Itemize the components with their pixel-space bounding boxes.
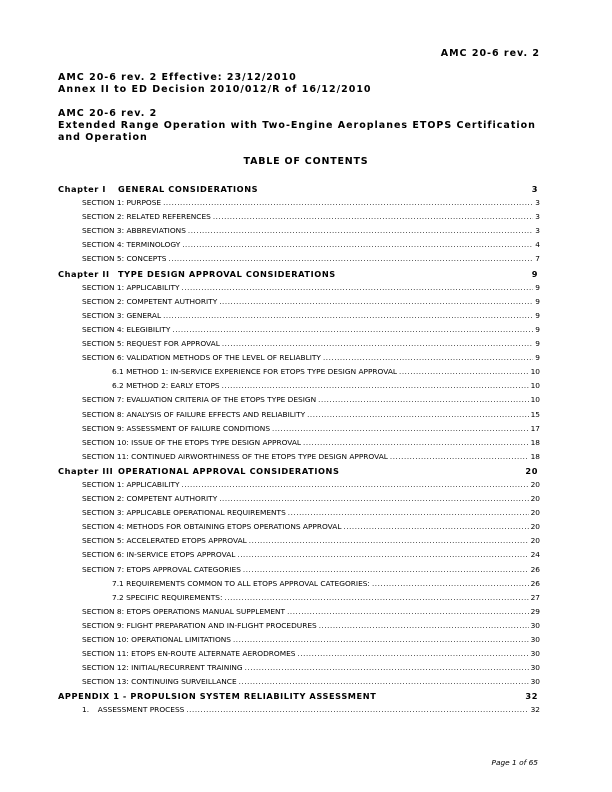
entry-label: SECTION 3: APPLICABLE OPERATIONAL REQUIREMENTS	[82, 508, 286, 518]
entry-page: 15	[530, 409, 540, 419]
leader-dots	[163, 311, 533, 320]
leader-dots	[323, 353, 533, 362]
toc-entry[interactable]	[58, 705, 540, 719]
annex-line: Annex II to ED Decision 2010/012/R of 16/12/2010	[58, 84, 372, 95]
entry-label: 7.2 SPECIFIC REQUIREMENTS:	[112, 592, 223, 602]
toc-entry[interactable]	[58, 480, 540, 494]
entry-label: SECTION 7: ETOPS APPROVAL CATEGORIES	[82, 564, 241, 574]
entry-label: SECTION 2: COMPETENT AUTHORITY	[82, 494, 218, 504]
entry-page: 30	[530, 620, 540, 630]
entry-page: 26	[530, 578, 540, 588]
entry-label: SECTION 10: OPERATIONAL LIMITATIONS	[82, 635, 231, 644]
doc-id: AMC 20-6 rev. 2	[58, 108, 158, 119]
entry-page: 20	[530, 536, 540, 546]
entry-label: SECTION 1: APPLICABILITY	[82, 479, 180, 489]
entry-label: SECTION 4: METHODS FOR OBTAINING ETOPS OPERATIONS APPROVAL	[82, 522, 342, 532]
toc-subentry[interactable]	[58, 593, 540, 607]
entry-page: 4	[535, 240, 540, 250]
table-of-contents	[58, 184, 540, 720]
leader-dots	[213, 212, 533, 221]
entry-label: SECTION 11: CONTINUED AIRWORTHINESS OF THE ETOPS TYPE DESIGN APPROVAL	[82, 451, 388, 461]
leader-dots	[219, 494, 528, 503]
toc-entry[interactable]	[58, 297, 540, 311]
entry-label: SECTION 11: ETOPS EN-ROUTE ALTERNATE AERODROMES	[82, 649, 296, 659]
running-header: AMC 20-6 rev. 2	[440, 48, 540, 59]
leader-dots	[182, 240, 533, 249]
entry-page: 30	[530, 677, 540, 687]
toc-entry[interactable]	[58, 649, 540, 663]
toc-subentry[interactable]	[58, 579, 540, 593]
toc-entry[interactable]	[58, 283, 540, 297]
entry-label: 6.1 METHOD 1: IN-SERVICE EXPERIENCE FOR ETOPS TYPE DESIGN APPROVAL	[112, 367, 397, 377]
entry-label: SECTION 2: COMPETENT AUTHORITY	[82, 296, 218, 306]
toc-entry[interactable]	[58, 536, 540, 550]
toc-entry[interactable]	[58, 635, 540, 649]
effective-line: AMC 20-6 rev. 2 Effective: 23/12/2010	[58, 72, 297, 83]
toc-entry[interactable]	[58, 494, 540, 508]
entry-page: 27	[530, 592, 540, 602]
entry-label: 6.2 METHOD 2: EARLY ETOPS	[112, 381, 220, 391]
leader-dots	[343, 522, 528, 531]
chapter-page: 20	[525, 465, 538, 476]
entry-page: 9	[535, 324, 540, 334]
toc-appendix[interactable]	[58, 691, 540, 705]
leader-dots	[399, 367, 529, 376]
entry-page: 3	[535, 226, 540, 236]
toc-entry[interactable]	[58, 663, 540, 677]
leader-dots	[298, 649, 529, 658]
toc-entry[interactable]	[58, 438, 540, 452]
entry-label: ASSESSMENT PROCESS	[97, 705, 185, 715]
entry-label: SECTION 1: APPLICABILITY	[82, 282, 180, 292]
entry-label: SECTION 7: EVALUATION CRITERIA OF THE ETOPS TYPE DESIGN	[82, 395, 317, 405]
entry-page: 7	[535, 254, 540, 264]
entry-page: 10	[530, 395, 540, 405]
entry-label: SECTION 5: CONCEPTS	[82, 254, 167, 264]
entry-label: SECTION 9: ASSESSMENT OF FAILURE CONDITIONS	[82, 423, 271, 433]
toc-chapter[interactable]	[58, 184, 540, 198]
toc-entry[interactable]	[58, 311, 540, 325]
entry-label: SECTION 5: REQUEST FOR APPROVAL	[82, 339, 220, 349]
toc-entry[interactable]	[58, 339, 540, 353]
appendix-title: APPENDIX 1 - PROPULSION SYSTEM RELIABILITY ASSESSMENT	[58, 691, 377, 702]
entry-label: SECTION 3: ABBREVIATIONS	[82, 226, 186, 236]
entry-page: 10	[530, 367, 540, 377]
leader-dots	[163, 198, 533, 207]
entry-page: 30	[530, 663, 540, 673]
leader-dots	[222, 339, 533, 348]
leader-dots	[307, 410, 528, 419]
leader-dots	[272, 424, 529, 433]
page-number: Page 1 of 65	[491, 758, 538, 767]
effective-block	[58, 72, 540, 96]
entry-label: SECTION 10: ISSUE OF THE ETOPS TYPE DESIGN APPROVAL	[82, 437, 302, 447]
entry-label: SECTION 6: IN-SERVICE ETOPS APPROVAL	[82, 550, 236, 560]
leader-dots	[319, 621, 529, 630]
leader-dots	[168, 254, 533, 263]
chapter-number: Chapter II	[58, 268, 110, 279]
leader-dots	[222, 381, 529, 390]
entry-page: 26	[530, 564, 540, 574]
chapter-page: 3	[531, 184, 538, 194]
toc-entry[interactable]	[58, 522, 540, 536]
entry-page: 30	[530, 635, 540, 644]
leader-dots	[390, 452, 529, 461]
toc-entry[interactable]	[58, 424, 540, 438]
leader-dots	[245, 663, 529, 672]
leader-dots	[372, 579, 529, 588]
leader-dots	[182, 283, 534, 292]
toc-subentry[interactable]	[58, 367, 540, 381]
entry-page: 9	[535, 353, 540, 363]
leader-dots	[233, 635, 529, 644]
leader-dots	[287, 607, 529, 616]
leader-dots	[318, 395, 528, 404]
doc-title: Extended Range Operation with Two-Engine Aeroplanes ETOPS Certification and Operation	[58, 120, 536, 143]
toc-entry[interactable]	[58, 565, 540, 579]
toc-heading: TABLE OF CONTENTS	[243, 156, 369, 167]
toc-entry[interactable]	[58, 226, 540, 240]
toc-entry[interactable]	[58, 353, 540, 367]
entry-page: 9	[535, 310, 540, 320]
entry-label: 7.1 REQUIREMENTS COMMON TO ALL ETOPS APPROVAL CATEGORIES:	[112, 578, 370, 588]
chapter-page: 9	[531, 268, 538, 279]
entry-page: 9	[535, 339, 540, 349]
toc-entry[interactable]	[58, 410, 540, 424]
leader-dots	[249, 536, 529, 545]
toc-entry[interactable]	[58, 198, 540, 212]
toc-subentry[interactable]	[58, 381, 540, 395]
entry-page: 9	[535, 296, 540, 306]
entry-label: SECTION 3: GENERAL	[82, 310, 162, 320]
leader-dots	[219, 297, 533, 306]
chapter-number: Chapter III	[58, 465, 114, 476]
entry-page: 9	[535, 282, 540, 292]
entry-page: 3	[535, 198, 540, 208]
toc-entry[interactable]	[58, 325, 540, 339]
appendix-page: 32	[525, 691, 538, 702]
entry-page: 30	[530, 649, 540, 659]
entry-page: 20	[530, 479, 540, 489]
toc-entry[interactable]	[58, 212, 540, 226]
leader-dots	[288, 508, 529, 517]
toc-entry[interactable]	[58, 550, 540, 564]
entry-label: SECTION 4: ELEGIBILITY	[82, 324, 171, 334]
toc-entry[interactable]	[58, 452, 540, 466]
toc-entry[interactable]	[58, 395, 540, 409]
chapter-title: OPERATIONAL APPROVAL CONSIDERATIONS	[118, 465, 340, 476]
leader-dots	[303, 438, 529, 447]
entry-page: 18	[530, 451, 540, 461]
toc-entry[interactable]	[58, 240, 540, 254]
leader-dots	[237, 550, 528, 559]
leader-dots	[188, 226, 533, 235]
entry-number: 1.	[82, 705, 90, 715]
entry-label: SECTION 6: VALIDATION METHODS OF THE LEVEL OF RELIABLITY	[82, 353, 321, 363]
entry-label: SECTION 8: ETOPS OPERATIONS MANUAL SUPPLEMENT	[82, 606, 286, 616]
entry-label: SECTION 8: ANALYSIS OF FAILURE EFFECTS AND RELIABILITY	[82, 409, 306, 419]
chapter-title: TYPE DESIGN APPROVAL CONSIDERATIONS	[118, 268, 336, 279]
toc-chapter[interactable]	[58, 269, 540, 283]
toc-chapter[interactable]	[58, 466, 540, 480]
entry-label: SECTION 5: ACCELERATED ETOPS APPROVAL	[82, 536, 247, 546]
leader-dots	[243, 565, 529, 574]
leader-dots	[186, 705, 528, 714]
entry-label: SECTION 4: TERMINOLOGY	[82, 240, 181, 250]
leader-dots	[182, 480, 529, 489]
toc-entry[interactable]	[58, 677, 540, 691]
entry-label: SECTION 12: INITIAL/RECURRENT TRAINING	[82, 663, 243, 673]
document-title-block	[58, 108, 540, 144]
entry-page: 18	[530, 437, 540, 447]
toc-entry[interactable]	[58, 621, 540, 635]
entry-page: 20	[530, 494, 540, 504]
leader-dots	[172, 325, 533, 334]
entry-page: 20	[530, 522, 540, 532]
toc-entry[interactable]	[58, 254, 540, 268]
entry-page: 17	[530, 423, 540, 433]
leader-dots	[225, 593, 529, 602]
toc-entry[interactable]	[58, 607, 540, 621]
entry-page: 29	[530, 606, 540, 616]
entry-page: 10	[530, 381, 540, 391]
toc-entry[interactable]	[58, 508, 540, 522]
entry-label: SECTION 1: PURPOSE	[82, 198, 162, 208]
chapter-number: Chapter I	[58, 184, 107, 194]
leader-dots	[239, 677, 529, 686]
entry-page: 24	[530, 550, 540, 560]
entry-page: 32	[530, 705, 540, 715]
entry-label: SECTION 13: CONTINUING SURVEILLANCE	[82, 677, 237, 687]
entry-page: 20	[530, 508, 540, 518]
entry-label: SECTION 2: RELATED REFERENCES	[82, 212, 211, 222]
entry-page: 3	[535, 212, 540, 222]
entry-label: SECTION 9: FLIGHT PREPARATION AND IN-FLIGHT PROCEDURES	[82, 620, 317, 630]
chapter-title: GENERAL CONSIDERATIONS	[118, 184, 259, 194]
